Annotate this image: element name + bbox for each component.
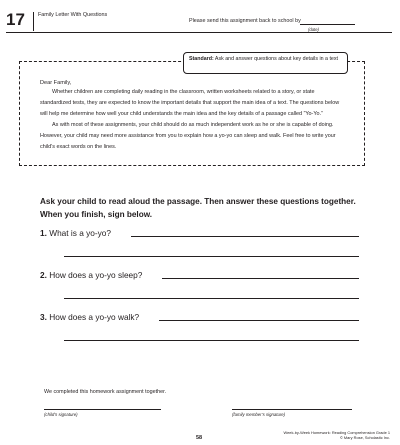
family-signature-line[interactable] — [232, 409, 352, 410]
credit-copyright: © Mary Rose, Scholastic Inc. — [339, 434, 390, 440]
page-number: 58 — [196, 435, 203, 441]
question-number: 3. — [40, 312, 47, 322]
standard-label: Standard: — [189, 56, 214, 62]
instructions: Ask your child to read aloud the passage. Then answer these questions together. When you finish, sign below. — [40, 197, 356, 219]
question-number: 1. — [40, 228, 47, 238]
standard-text: Ask and answer questions about key details in a text — [214, 56, 338, 62]
answer-3-line-2[interactable] — [64, 340, 359, 341]
answer-1-line-1[interactable] — [131, 236, 359, 237]
question-1 — [40, 228, 111, 238]
question-2 — [40, 270, 142, 280]
question-3 — [40, 312, 139, 322]
question-text: How does a yo-yo walk? — [49, 312, 140, 322]
standard-box — [183, 52, 348, 74]
credit-title: Week-by-Week Homework: Reading Comprehension Grade 1 — [283, 430, 390, 435]
answer-2-line-2[interactable] — [64, 298, 359, 299]
return-date-note: Please send this assignment back to school by — [189, 18, 301, 24]
family-signature-caption: (family member’s signature) — [232, 412, 286, 417]
child-signature-line[interactable] — [44, 409, 161, 410]
return-date-caption: (date) — [308, 27, 319, 32]
completed-statement: We completed this homework assignment together. — [44, 389, 167, 395]
return-date-line[interactable] — [300, 24, 355, 25]
header-rule — [6, 32, 392, 33]
header-divider — [33, 12, 34, 31]
answer-1-line-2[interactable] — [64, 256, 359, 257]
lesson-title: Family Letter With Questions — [38, 12, 108, 18]
answer-3-line-1[interactable] — [159, 320, 359, 321]
answer-2-line-1[interactable] — [162, 278, 359, 279]
child-signature-caption: (child’s signature) — [44, 412, 78, 417]
question-text: What is a yo-yo? — [49, 228, 112, 238]
lesson-number: 17 — [6, 10, 25, 29]
question-number: 2. — [40, 270, 47, 280]
letter-paragraph-1: Whether children are completing daily reading in the classroom, written worksheets related to a story, or state standardized tests, they are expected to know the important details that support the main idea of a text. The questions below will help me determine how well your child understands the main idea and the key details of a passage called “Yo-Yo.” — [40, 89, 340, 117]
letter-paragraph-2: As with most of these assignments, your child should do as much independent work as he or she is capable of doing. However, your child may need more assistance from you to explain how a yo-yo can sleep and walk. Feel free to write your child’s exact words on the lines. — [40, 122, 336, 150]
question-text: How does a yo-yo sleep? — [49, 270, 143, 280]
credit-line — [250, 431, 390, 441]
letter-greeting: Dear Family, — [40, 80, 72, 86]
